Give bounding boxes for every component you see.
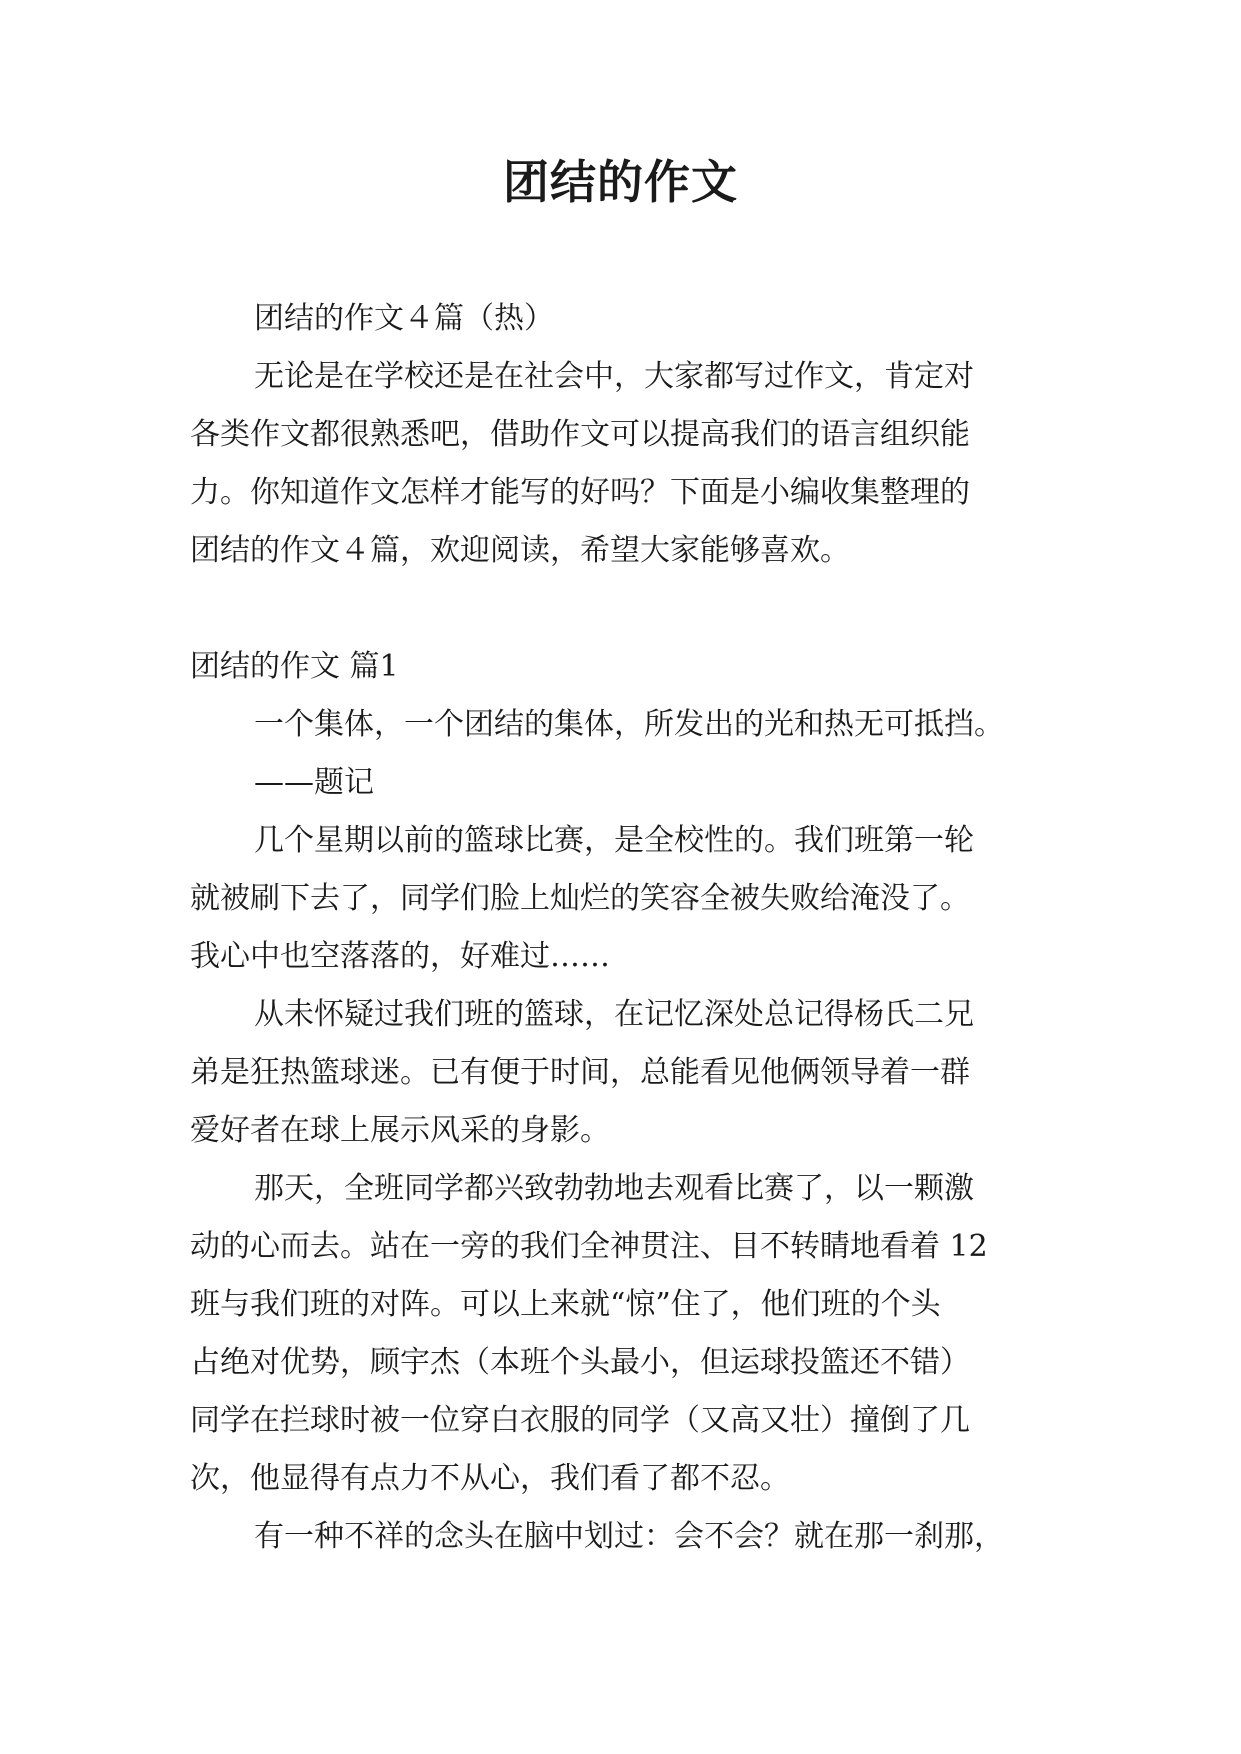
- paragraph-3: [190, 1160, 1050, 1508]
- text-line: 动的心而去。站在一旁的我们全神贯注、目不转睛地看着 12: [190, 1229, 988, 1264]
- text-line: 有一种不祥的念头在脑中划过：会不会？就在那一刹那，: [254, 1519, 1004, 1554]
- document-body: [190, 290, 1050, 1566]
- text-line: 同学在拦球时被一位穿白衣服的同学（又高又壮）撞倒了几: [190, 1403, 970, 1438]
- text-line: 各类作文都很熟悉吧，借助作文可以提高我们的语言组织能: [190, 417, 970, 452]
- text-line: 占绝对优势，顾宇杰（本班个头最小，但运球投篮还不错）: [190, 1345, 970, 1380]
- paragraph-2: [190, 986, 1050, 1160]
- text-line: 班与我们班的对阵。可以上来就“惊”住了，他们班的个头: [190, 1287, 941, 1322]
- intro-heading: 团结的作文４篇（热）: [254, 301, 554, 336]
- text-line: 几个星期以前的篮球比赛，是全校性的。我们班第一轮: [254, 823, 974, 858]
- text-line: 次，他显得有点力不从心，我们看了都不忍。: [190, 1461, 790, 1496]
- document-title: 团结的作文: [503, 155, 738, 209]
- text-line: 团结的作文４篇，欢迎阅读，希望大家能够喜欢。: [190, 533, 850, 568]
- text-line: 弟是狂热篮球迷。已有便于时间，总能看见他俩领导着一群: [190, 1055, 970, 1090]
- text-line: 那天，全班同学都兴致勃勃地去观看比赛了，以一颗激: [254, 1171, 974, 1206]
- epigraph: 一个集体，一个团结的集体，所发出的光和热无可抵挡。: [254, 707, 1004, 742]
- epigraph-source: ——题记: [254, 765, 374, 800]
- text-line: 从未怀疑过我们班的篮球，在记忆深处总记得杨氏二兄: [254, 997, 974, 1032]
- text-line: 我心中也空落落的，好难过……: [190, 939, 610, 974]
- text-line: 就被刷下去了，同学们脸上灿烂的笑容全被失败给淹没了。: [190, 881, 970, 916]
- paragraph-1: [190, 812, 1050, 986]
- text-line: 力。你知道作文怎样才能写的好吗？下面是小编收集整理的: [190, 475, 970, 510]
- intro-paragraph: [190, 348, 1050, 580]
- blank-line: [190, 580, 1050, 638]
- paragraph-4: [190, 1508, 1050, 1566]
- text-line: 爱好者在球上展示风采的身影。: [190, 1113, 610, 1148]
- text-line: 无论是在学校还是在社会中，大家都写过作文，肯定对: [254, 359, 974, 394]
- section-heading: 团结的作文 篇1: [190, 649, 399, 684]
